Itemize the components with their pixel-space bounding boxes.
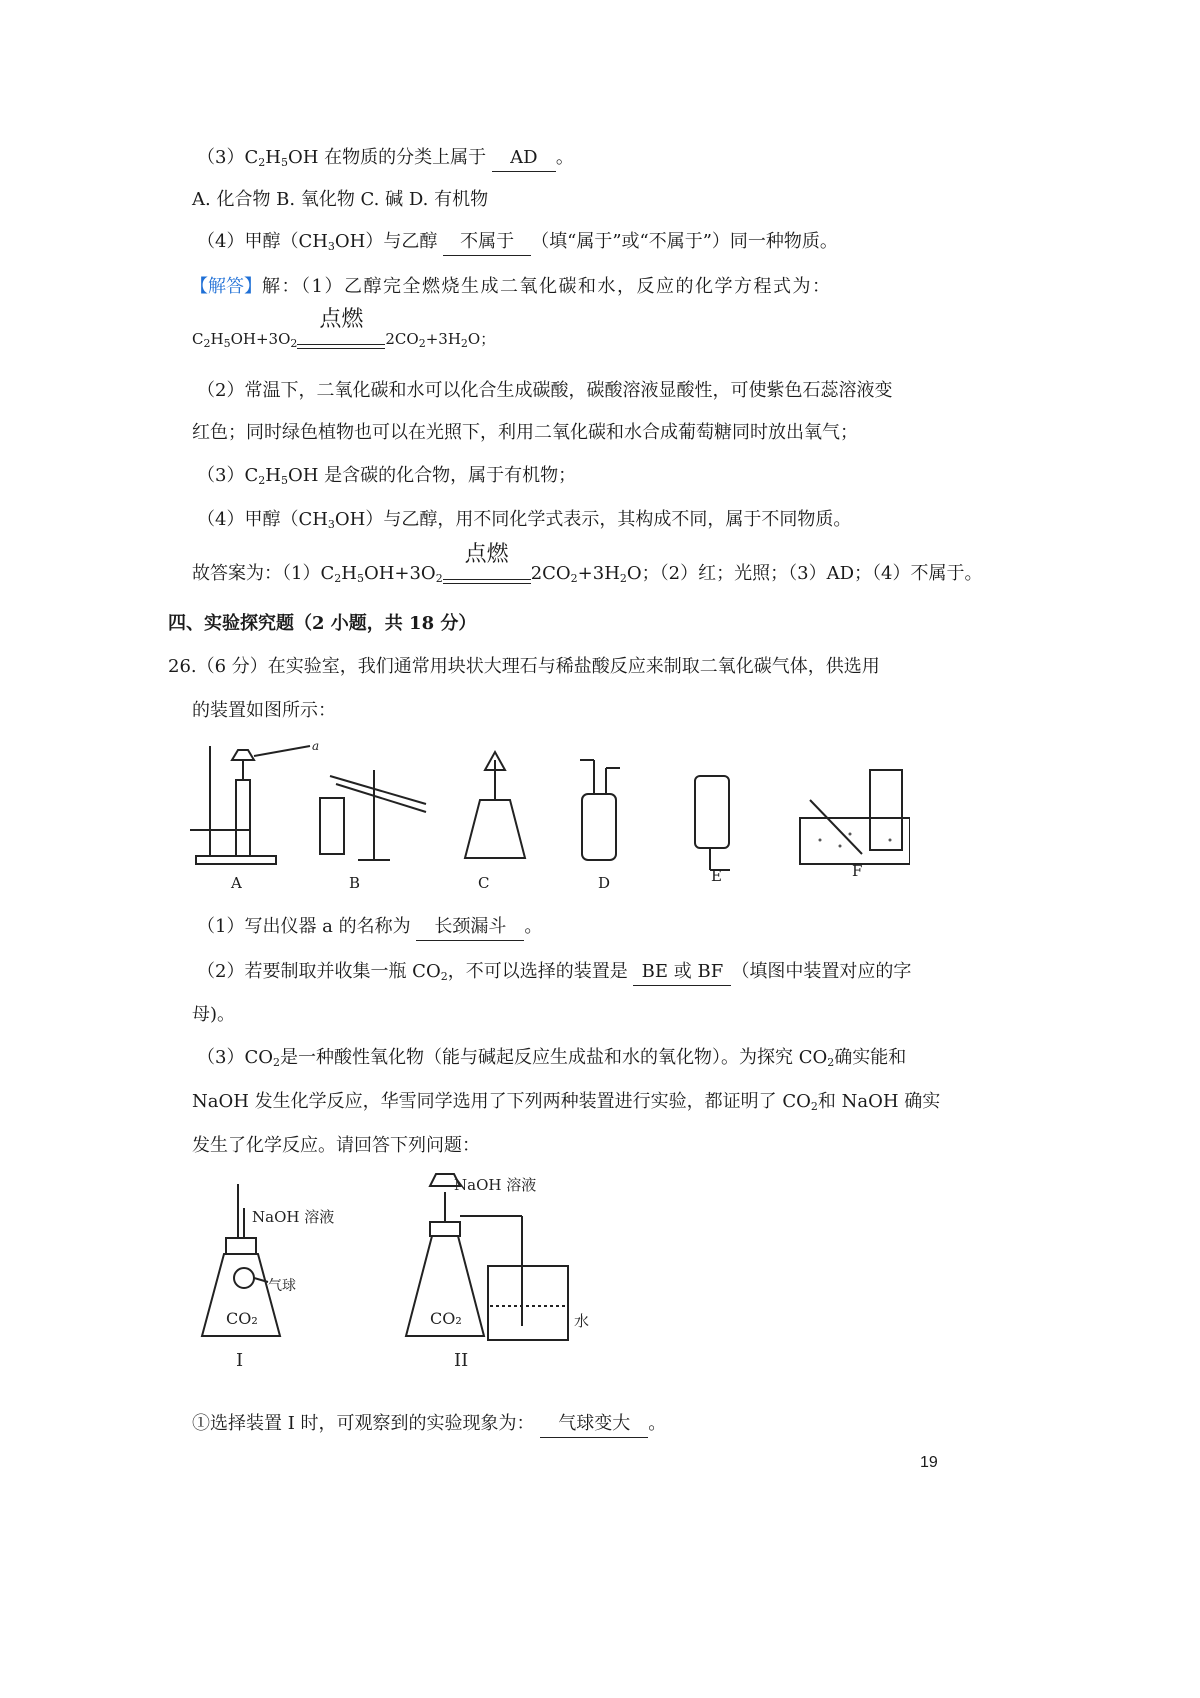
q26-stem-line2: 的装置如图所示： [192,700,336,721]
q26-part2-line2: 母)。 [192,1004,236,1025]
q25-part3: $(3)C_2H_5OH$ 在物质的分类上属于 AD 。 [197,145,574,176]
q25-options: A. 化合物 B. 氧化物 C. 碱 D. 有机物 [192,189,489,210]
co2-label-1: CO₂ [226,1309,258,1328]
final-answer: 故答案为：$(1)C_2H_5OH+3O_2$ 点燃 $2CO_2+3H_2O$；（2）红；光照；（3）AD；（4）不属于。 [192,561,982,592]
label-F: F [852,862,863,880]
label-A: A [231,874,242,892]
q26-part3-line1: $(3)CO_2$是一种酸性氧化物（能与碱起反应生成盐和水的氧化物）。为探究 $CO_2$确实能和 [197,1047,907,1069]
solution-4: （4）甲醇$(CH_3OH)$与乙醇，用不同化学式表示，其构成不同，属于不同物质。 [197,509,852,531]
q26-stem-line1: 26.（6 分）在实验室，我们通常用块状大理石与稀盐酸反应来制取二氧化碳气体，供选用 [168,656,880,677]
label-B: B [349,874,361,892]
figure-label-I: I [236,1350,244,1371]
equation-1: $C_2H_5OH+3O_2$ 点燃 $2CO_2+3H_2O$； [192,326,495,357]
apparatus-figure [190,740,910,890]
answer-blank: AD [492,145,556,172]
figure-label-II: II [454,1350,469,1371]
q25-part4: （4）甲醇$(CH_3OH)$与乙醇 不属于 （填“属于”或“不属于”）同一种物质。 [197,229,838,260]
co2-label-2: CO₂ [430,1309,462,1328]
jieda-label: 【解答】 [190,276,262,297]
answer-blank: 气球变大 [540,1411,648,1438]
answer-blank: 不属于 [443,229,531,256]
label-C: C [478,874,490,892]
jieda-line: 【解答】解：（1）乙醇完全燃烧生成二氧化碳和水，反应的化学方程式为： [190,276,832,297]
balloon-label: 气球 [268,1278,296,1294]
apparatus-a-mark: a [312,740,320,753]
q26-part2: （2）若要制取并收集一瓶 $CO_2$，不可以选择的装置是 BE 或 BF （填图中装置对应的字 [197,959,911,990]
naoh-label-2: NaOH 溶液 [454,1176,537,1194]
q26-sub1: ①选择装置 I 时，可观察到的实验现象为： 气球变大 。 [192,1411,666,1438]
q26-part3-line2: NaOH 发生化学反应，华雪同学选用了下列两种装置进行实验，都证明了 $CO_2$和 NaOH 确实 [192,1091,941,1113]
answer-blank: 长颈漏斗 [416,914,524,941]
naoh-label-1: NaOH 溶液 [252,1208,335,1226]
q26-part1: （1）写出仪器 a 的名称为 长颈漏斗 。 [197,914,542,941]
solution-2-line2: 红色；同时绿色植物也可以在光照下，利用二氧化碳和水合成葡萄糖同时放出氧气； [192,422,858,443]
label-E: E [711,867,722,885]
condition-ignite: 点燃 [297,331,385,357]
label-D: D [598,874,611,892]
answer-blank: BE 或 BF [633,959,731,986]
q26-part3-line3: 发生了化学反应。请回答下列问题： [192,1135,480,1156]
condition-ignite: 点燃 [443,566,531,592]
naoh-experiment-figure [192,1166,612,1376]
page-number: 19 [920,1454,938,1471]
solution-2-line1: （2）常温下，二氧化碳和水可以化合生成碳酸，碳酸溶液显酸性，可使紫色石蕊溶液变 [197,380,893,401]
solution-3: $(3)C_2H_5OH$ 是含碳的化合物，属于有机物； [197,465,577,487]
section-4-title: 四、实验探究题（2 小题，共 18 分） [168,613,477,634]
water-label: 水 [574,1312,590,1330]
